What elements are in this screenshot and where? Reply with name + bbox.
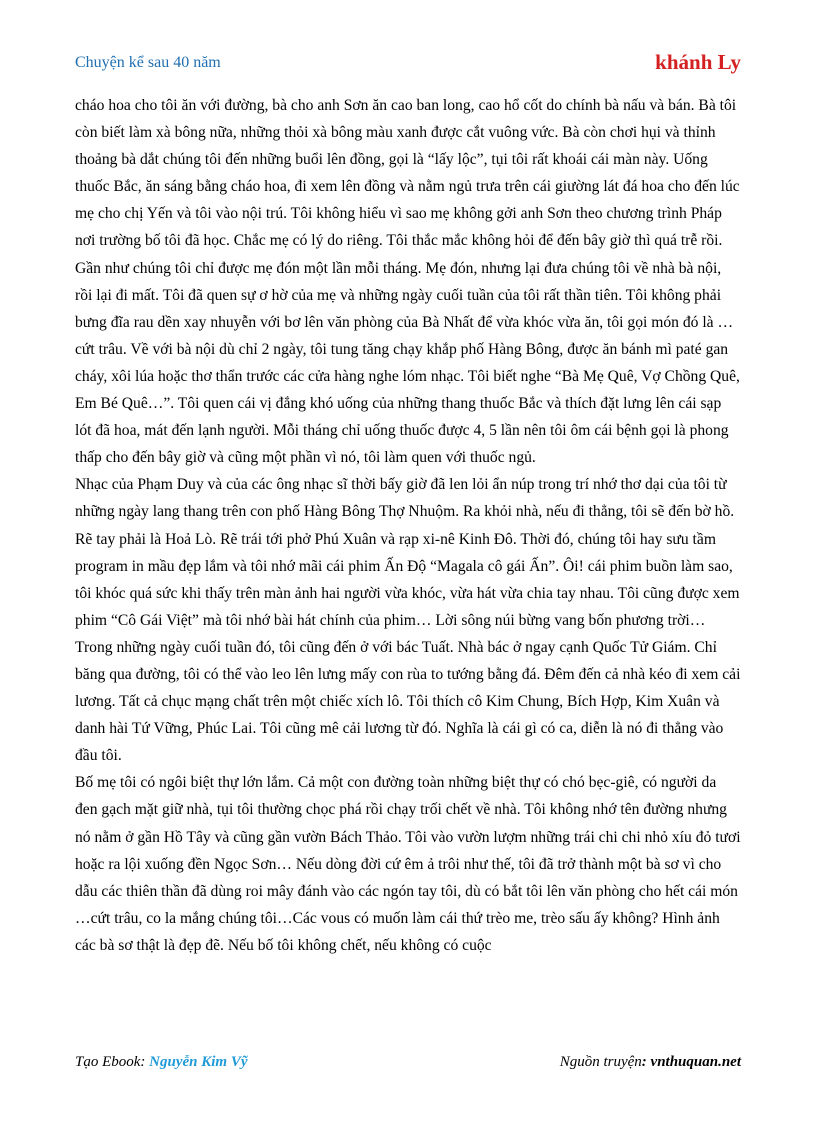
paragraph-2: Gần như chúng tôi chỉ được mẹ đón một lần mỗi tháng. Mẹ đón, nhưng lại đưa chúng tôi về nhà bà nội, rồi lại đi mất. Tôi đã quen sự ơ hờ của mẹ và những ngày cuối tuần của tôi rất thần tiên. Tôi không phải bưng đĩa rau dền xay nhuyễn với bơ lên văn phòng của Bà Nhất để vừa khóc vừa ăn, tôi gọi món đó là …cứt trâu. Về với bà nội dù chỉ 2 ngày, tôi tung tăng chạy khắp phố Hàng Bông, được ăn bánh mì paté gan cháy, xôi lúa hoặc thơ thẩn trước các cửa hàng nghe lóm nhạc. Tôi biết nghe “Bà Mẹ Quê, Vợ Chồng Quê, Em Bé Quê…”. Tôi quen cái vị đắng khó uống của những thang thuốc Bắc và thích đặt lưng lên cái sạp lót đã hoa, mát đến lạnh người. Mỗi tháng chỉ uống thuốc được 4, 5 lần nên tôi ôm cái bệnh gọi là phong thấp cho đến bây giờ và cũng một phần vì nó, tôi làm quen với thuốc ngủ. [75, 259, 740, 467]
ebook-maker-name: Nguyễn Kim Vỹ [149, 1054, 248, 1070]
source-credit [560, 1054, 741, 1071]
paragraph-4: Bố mẹ tôi có ngôi biệt thự lớn lắm. Cả một con đường toàn những biệt thự có chó bẹc-giê, có người da đen gạch mặt giữ nhà, tụi tôi thường chọc phá rồi chạy trối chết về nhà. Tôi không nhớ tên đường nhưng nó nằm ở gần Hồ Tây và cũng gần vườn Bách Thảo. Tôi vào vườn lượm những trái chi chi nhỏ xíu đỏ tươi hoặc ra lội xuống đền Ngọc Sơn… Nếu dòng đời cứ êm ả trôi như thế, tôi đã trở thành một bà sơ vì cho dẫu các thiên thần đã dùng roi mây đánh vào các ngón tay tôi, dù có bắt tôi lên văn phòng cho hết cái món …cứt trâu, co la mắng chúng tôi…Các vous có muốn làm cái thứ trèo me, trèo sấu ấy không? Hình ảnh các bà sơ thật là đẹp đẽ. Nếu bố tôi không chết, nếu không có cuộc [75, 774, 741, 954]
ebook-credit-label: Tạo Ebook [75, 1054, 141, 1070]
source-credit-separator: : [641, 1054, 651, 1070]
page-body [75, 92, 741, 959]
ebook-credit [75, 1054, 248, 1071]
source-site-name: vnthuquan.net [650, 1054, 741, 1070]
author-name: khánh Ly [655, 50, 741, 74]
paragraph-1: cháo hoa cho tôi ăn với đường, bà cho anh Sơn ăn cao ban long, cao hổ cốt do chính bà nấu và bán. Bà tôi còn biết làm xà bông nữa, những thỏi xà bông màu xanh được cắt vuông vức. Bà còn chơi hụi và thỉnh thoảng bà dắt chúng tôi đến những buổi lên đồng, gọi là “lấy lộc”, tụi tôi rất khoái cái màn này. Uống thuốc Bắc, ăn sáng bằng cháo hoa, đi xem lên đồng và nằm ngủ trưa trên cái giường lát đá hoa cho đến lúc mẹ cho chị Yến và tôi vào nội trú. Tôi không hiểu vì sao mẹ không gởi anh Sơn theo chương trình Pháp nơi trường bố tôi đã học. Chắc mẹ có lý do riêng. Tôi thắc mắc không hỏi để đến bây giờ thì quá trễ rồi. [75, 97, 740, 250]
paragraph-3: Nhạc của Phạm Duy và của các ông nhạc sĩ thời bấy giờ đã len lỏi ẩn núp trong trí nhớ thơ dại của tôi từ những ngày lang thang trên con phố Hàng Bông Thợ Nhuộm. Ra khỏi nhà, nếu đi thẳng, tôi sẽ đến bờ hồ. Rẽ tay phải là Hoả Lò. Rẽ trái tới phở Phú Xuân và rạp xi-nê Kinh Đô. Thời đó, chúng tôi hay sưu tầm program in mầu đẹp lắm và tôi nhớ mãi cái phim Ấn Độ “Magala cô gái Ấn”. Ôi! cái phim buồn làm sao, tôi khóc quá sức khi thấy trên màn ảnh hai người vừa khóc, vừa hát vừa chia tay nhau. Tôi cũng được xem phim “Cô Gái Việt” mà tôi nhớ bài hát chính của phim… Lời sông núi bừng vang bốn phương trời… Trong những ngày cuối tuần đó, tôi cũng đến ở với bác Tuất. Nhà bác ở ngay cạnh Quốc Tử Giám. Chỉ băng qua đường, tôi có thể vào leo lên lưng mấy con rùa to tướng bằng đá. Đêm đến cả nhà kéo đi xem cải lương. Tất cả chục mạng chất trên một chiếc xích lô. Tôi thích cô Kim Chung, Bích Hợp, Kim Xuân và danh hài Tứ Vững, Phúc Lai. Tôi cũng mê cải lương từ đó. Nghĩa là cái gì có ca, diễn là nó đi thẳng vào đầu tôi. [75, 476, 741, 765]
page-footer [75, 1054, 741, 1078]
book-title: Chuyện kể sau 40 năm [75, 54, 221, 71]
page-header [75, 50, 741, 78]
ebook-credit-separator: : [140, 1054, 150, 1070]
source-credit-label: Nguồn truyện [559, 1054, 642, 1070]
